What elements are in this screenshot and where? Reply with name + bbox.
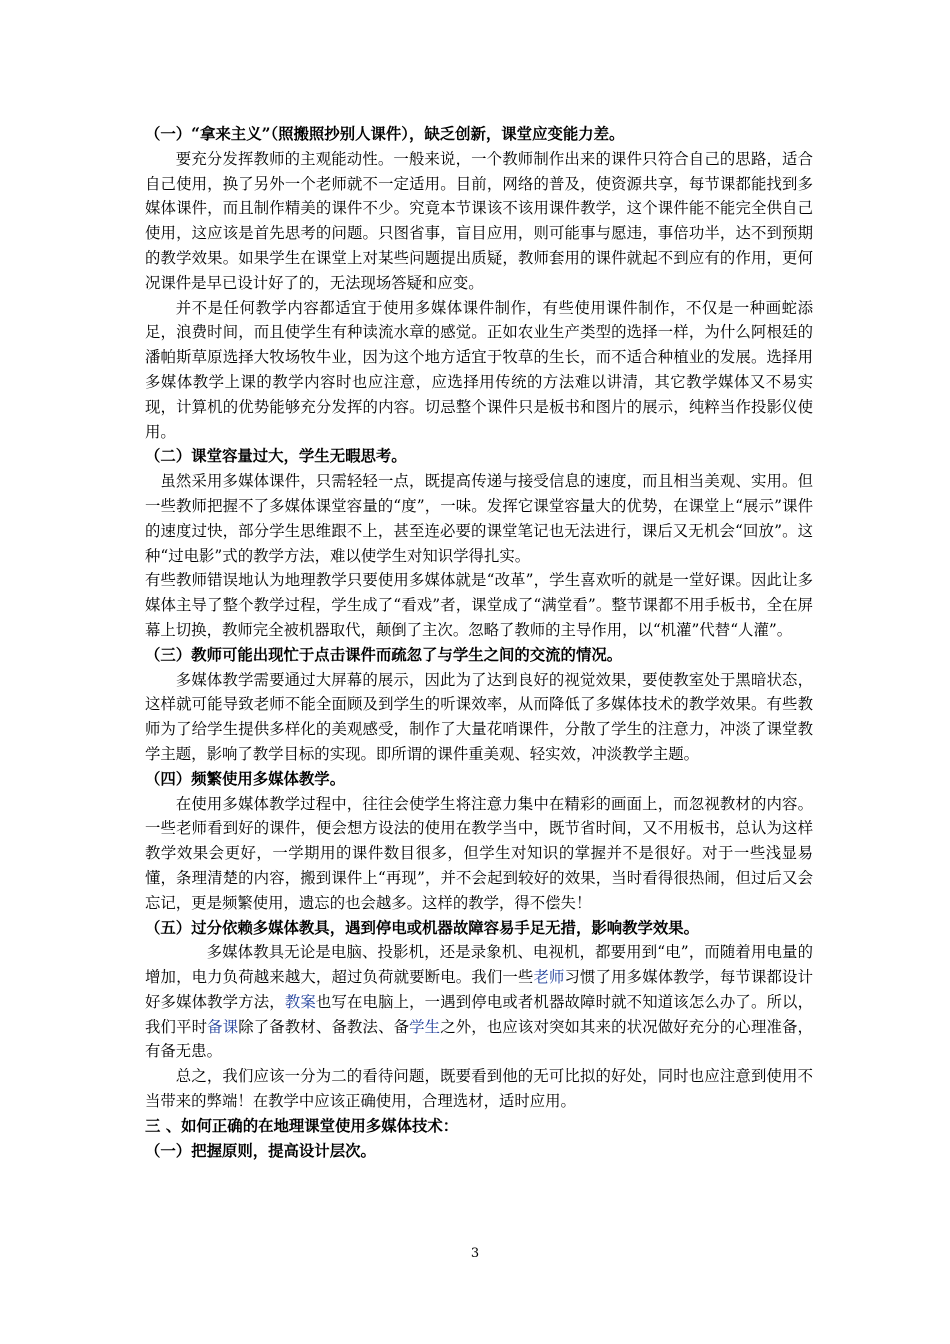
paragraph-1: 要充分发挥教师的主观能动性。一般来说，一个教师制作出来的课件只符合自己的思路，适合自己使用，换了另外一个老师就不一定适用。目前，网络的普及，使资源共享，每节课都能找到多媒体课件，而且制作精美的课件不少。究竟本节课该不该用课件教学，这个课件能不能完全供自己使用，这应该是首先思考的问题。只图省事，盲目应用，则可能事与愿违，事倍功半，达不到预期的教学效果。如果学生在课堂上对某些问题提出质疑，教师套用的课件就起不到应有的作用，更何况课件是早已设计好了的，无法现场答疑和应变。 (145, 149, 813, 292)
paragraph-7-text-d: 除了备教材、备教法、备 (238, 1017, 410, 1036)
section-heading-7: （一）把握原则，提高设计层次。 (145, 1141, 376, 1160)
paragraph-7-text-a: 多媒体教具无论是电脑、投影机，还是录象机、电视机，都要用到“电”，而随着用电量的增加，电力负荷越来越大，超过负荷就要断电。我们一些 (145, 943, 813, 987)
section-heading-2: （二）课堂容量过大，学生无暇思考。 (145, 447, 407, 466)
section-heading-1: （一）“拿来主义”（照搬照抄别人课件），缺乏创新，课堂应变能力差。 (145, 125, 625, 143)
paragraph-7-text-c: 也写在电脑上，一遇到停电或者机器故障时就不知道该怎么办了。所以，我们平时 (145, 992, 813, 1036)
paragraph-7-text-b: 习惯了用多媒体教学，每节课都设计好多媒体教学方法， (145, 968, 813, 1011)
paragraph-5: 多媒体教学需要通过大屏幕的展示，因此为了达到良好的视觉效果，要使教室处于黑暗状态，这样就可能导致老师不能全面顾及到学生的听课效率，从而降低了多媒体技术的教学效果。有些教师为了给学生提供多样化的美观感受，制作了大量花哨课件，分散了学生的注意力，冲淡了课堂教学主题，影响了教学目标的实现。即所谓的课件重美观、轻实效，冲淡教学主题。 (145, 670, 813, 763)
page-number: 3 (470, 1246, 480, 1261)
paragraph-8: 总之，我们应该一分为二的看待问题，既要看到他的无可比拟的好处，同时也应注意到使用不当带来的弊端！在教学中应该正确使用，合理选材，适时应用。 (145, 1067, 813, 1111)
link-teacher[interactable]: 老师 (533, 968, 565, 987)
section-heading-5: （五）过分依赖多媒体教具，遇到停电或机器故障容易手足无措，影响教学效果。 (145, 918, 700, 937)
link-student[interactable]: 学生 (409, 1017, 441, 1036)
paragraph-4: 有些教师错误地认为地理教学只要使用多媒体就是“改革”，学生喜欢听的就是一堂好课。因此让多媒体主导了整个教学过程，学生成了“看戏”者，课堂成了“满堂看”。整节课都不用手板书，全在屏幕上切换，教师完全被机器取代，颠倒了主次。忽略了教师的主导作用，以“机灌”代替“人灌”。 (145, 571, 813, 639)
paragraph-7-text-e: 之外，也应该对突如其来的状况做好充分的心理准备，有备无患。 (145, 1017, 813, 1061)
section-heading-3: （三）教师可能出现忙于点击课件而疏忽了与学生之间的交流的情况。 (145, 645, 623, 664)
section-heading-6: 三 、如何正确的在地理课堂使用多媒体技术： (145, 1116, 459, 1135)
paragraph-6: 在使用多媒体教学过程中，往往会使学生将注意力集中在精彩的画面上，而忽视教材的内容。一些老师看到好的课件，便会想方设法的使用在教学当中，既节省时间，又不用板书，总认为这样教学效果会更好，一学期用的课件数目很多，但学生对知识的掌握并不是很好。对于一些浅显易懂，条理清楚的内容，搬到课件上“再现”，并不会起到较好的效果，当时看得很热闹，但过后又会忘记，更是频繁使用，遗忘的也会越多。这样的教学，得不偿失！ (145, 794, 813, 912)
paragraph-3: 虽然采用多媒体课件，只需轻轻一点，既提高传递与接受信息的速度，而且相当美观、实用。但一些教师把握不了多媒体课堂容量的“度”，一味。发挥它课堂容量大的优势，在课堂上“展示”课件的速度过快，部分学生思维跟不上，甚至连必要的课堂笔记也无法进行，课后又无机会“回放”。这种“过电影”式的教学方法，难以使学生对知识学得扎实。 (145, 472, 813, 565)
paragraph-2: 并不是任何教学内容都适宜于使用多媒体课件制作，有些使用课件制作，不仅是一种画蛇添足，浪费时间，而且使学生有种读流水章的感觉。正如农业生产类型的选择一样，为什么阿根廷的潘帕斯草原选择大牧场牧牛业，因为这个地方适宜于牧草的生长，而不适合种植业的发展。选择用多媒体教学上课的教学内容时也应注意，应选择用传统的方法难以讲清，其它教学媒体又不易实现，计算机的优势能够充分发挥的内容。切忌整个课件只是板书和图片的展示，纯粹当作投影仪使用。 (145, 298, 813, 441)
section-heading-4: （四）频繁使用多媒体教学。 (145, 769, 346, 788)
link-lesson-prep[interactable]: 备课 (207, 1017, 239, 1036)
document-body (145, 122, 813, 1163)
link-lesson-plan[interactable]: 教案 (284, 992, 316, 1011)
paragraph-7 (145, 940, 813, 1064)
